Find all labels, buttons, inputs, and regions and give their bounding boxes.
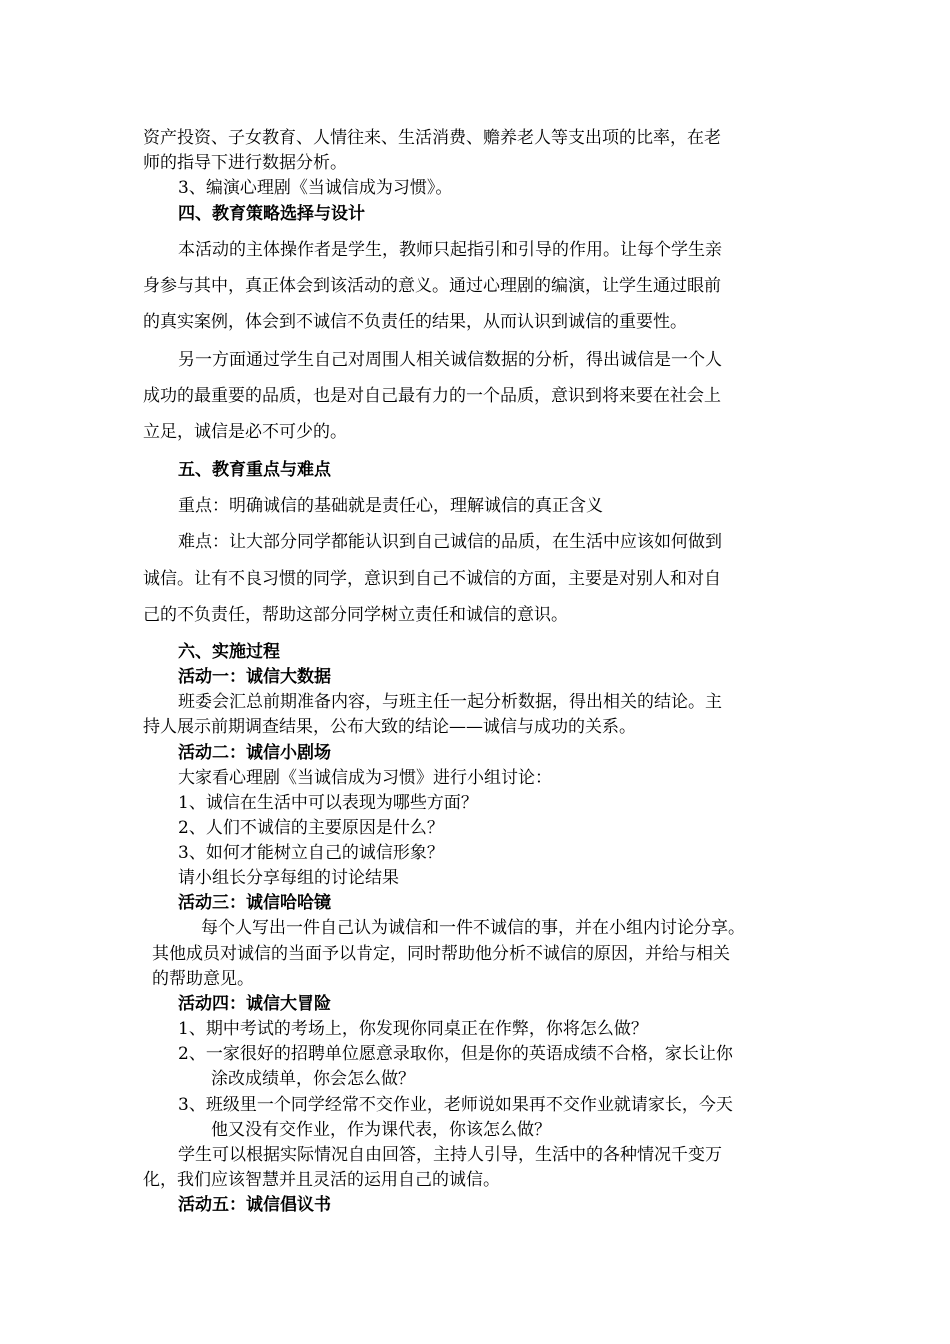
- paragraph-line: 己的不负责任，帮助这部分同学树立责任和诚信的意识。: [143, 605, 568, 625]
- paragraph-line: 请小组长分享每组的讨论结果: [178, 868, 399, 888]
- paragraph-line: 每个人写出一件自己认为诚信和一件不诚信的事，并在小组内讨论分享。: [201, 918, 745, 938]
- paragraph-line: 学生可以根据实际情况自由回答，主持人引导，生活中的各种情况千变万: [178, 1145, 722, 1165]
- activity-heading: 活动一：诚信大数据: [178, 667, 331, 687]
- paragraph-line: 化，我们应该智慧并且灵活的运用自己的诚信。: [143, 1170, 500, 1190]
- paragraph-line: 另一方面通过学生自己对周围人相关诚信数据的分析，得出诚信是一个人: [178, 350, 722, 370]
- list-item-continuation: 涂改成绩单，你会怎么做？: [211, 1069, 415, 1089]
- paragraph-line: 持人展示前期调查结果，公布大致的结论——诚信与成功的关系。: [143, 717, 636, 737]
- paragraph-line: 成功的最重要的品质，也是对自己最有力的一个品质，意识到将来要在社会上: [143, 386, 721, 406]
- list-item: 3、编演心理剧《当诚信成为习惯》。: [178, 178, 453, 198]
- activity-heading: 活动三：诚信哈哈镜: [178, 893, 331, 913]
- paragraph-line: 立足，诚信是必不可少的。: [143, 422, 347, 442]
- list-item-continuation: 他又没有交作业，作为课代表，你该怎么做？: [211, 1120, 551, 1140]
- paragraph-line: 班委会汇总前期准备内容，与班主任一起分析数据，得出相关的结论。主: [178, 692, 722, 712]
- paragraph-line: 的帮助意见。: [152, 969, 254, 989]
- paragraph-line: 难点：让大部分同学都能认识到自己诚信的品质，在生活中应该如何做到: [178, 532, 722, 552]
- paragraph-line: 其他成员对诚信的当面予以肯定，同时帮助他分析不诚信的原因，并给与相关: [152, 944, 730, 964]
- paragraph-line: 诚信。让有不良习惯的同学，意识到自己不诚信的方面，主要是对别人和对自: [143, 569, 721, 589]
- list-item: 3、班级里一个同学经常不交作业，老师说如果再不交作业就请家长，今天: [178, 1095, 733, 1115]
- section-heading: 四、教育策略选择与设计: [178, 204, 365, 224]
- activity-heading: 活动五：诚信倡议书: [178, 1195, 331, 1215]
- paragraph-line: 大家看心理剧《当诚信成为习惯》进行小组讨论：: [178, 768, 552, 788]
- list-item: 2、人们不诚信的主要原因是什么？: [178, 818, 444, 838]
- list-item: 3、如何才能树立自己的诚信形象？: [178, 843, 444, 863]
- text-line: 师的指导下进行数据分析。: [143, 153, 347, 173]
- list-item: 1、期中考试的考场上，你发现你同桌正在作弊，你将怎么做？: [178, 1019, 648, 1039]
- text-line: 资产投资、子女教育、人情往来、生活消费、赡养老人等支出项的比率，在老: [143, 128, 721, 148]
- paragraph-line: 重点：明确诚信的基础就是责任心，理解诚信的真正含义: [178, 496, 603, 516]
- list-item: 1、诚信在生活中可以表现为哪些方面？: [178, 793, 478, 813]
- list-item: 2、一家很好的招聘单位愿意录取你，但是你的英语成绩不合格，家长让你: [178, 1044, 733, 1064]
- paragraph-line: 本活动的主体操作者是学生，教师只起指引和引导的作用。让每个学生亲: [178, 240, 722, 260]
- paragraph-line: 身参与其中，真正体会到该活动的意义。通过心理剧的编演，让学生通过眼前: [143, 276, 721, 296]
- activity-heading: 活动二：诚信小剧场: [178, 743, 331, 763]
- section-heading: 五、教育重点与难点: [178, 460, 331, 480]
- paragraph-line: 的真实案例，体会到不诚信不负责任的结果，从而认识到诚信的重要性。: [143, 312, 687, 332]
- activity-heading: 活动四：诚信大冒险: [178, 994, 331, 1014]
- section-heading: 六、实施过程: [178, 642, 280, 662]
